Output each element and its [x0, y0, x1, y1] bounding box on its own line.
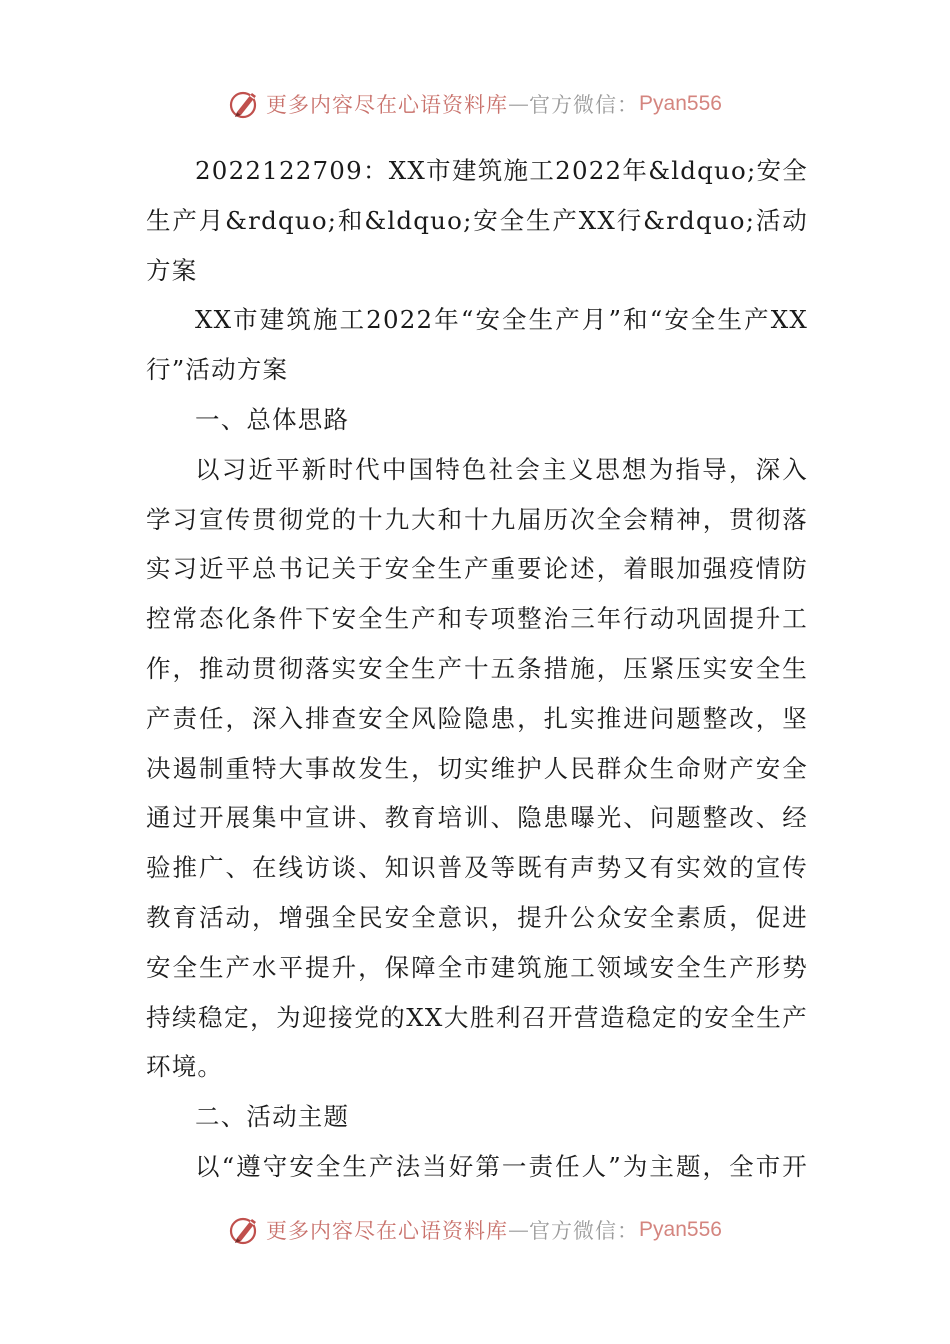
- footer-watermark-banner: [0, 1210, 950, 1250]
- banner-main-text: 更多内容尽在心语资料库: [266, 93, 509, 117]
- document-title-line: 2022122709：XX市建筑施工2022年&ldquo;安全生产月&rdquo;和&ldquo;安全生产XX行&rdquo;活动方案: [146, 156, 808, 285]
- section-paragraph-2: 以“遵守安全生产法当好第一责任人”为主题，全市开: [195, 1151, 808, 1181]
- document-subtitle: XX市建筑施工2022年“安全生产月”和“安全生产XX行”活动方案: [146, 305, 808, 385]
- banner-main-text: 更多内容尽在心语资料库: [266, 1219, 509, 1243]
- document-body: [146, 146, 808, 1196]
- header-watermark-banner: [0, 84, 950, 124]
- banner-dash: —: [508, 92, 530, 116]
- banner-official-label: 官方微信：: [529, 93, 640, 117]
- banner-dash: —: [508, 1218, 530, 1242]
- banner-wechat-id: Pyan556: [639, 92, 722, 115]
- section-heading-1: 一、总体思路: [195, 404, 350, 434]
- pen-logo-icon: [228, 87, 262, 121]
- section-heading-2: 二、活动主题: [195, 1102, 350, 1132]
- banner-official-label: 官方微信：: [529, 1219, 640, 1243]
- section-paragraph-1: 以习近平新时代中国特色社会主义思想为指导，深入学习宣传贯彻党的十九大和十九届历次全会精神，贯彻落实习近平总书记关于安全生产重要论述，着眼加强疫情防控常态化条件下安全生产和专项整治三年行动巩固提升工作，推动贯彻落实安全生产十五条措施，压紧压实安全生产责任，深入排查安全风险隐患，扎实推进问题整改，坚决遏制重特大事故发生，切实维护人民群众生命财产安全通过开展集中宣讲、教育培训、隐患曝光、问题整改、经验推广、在线访谈、知识普及等既有声势又有实效的宣传教育活动，增强全民安全意识，提升公众安全素质，促进安全生产水平提升，保障全市建筑施工领域安全生产形势持续稳定，为迎接党的XX大胜利召开营造稳定的安全生产环境。: [146, 454, 808, 1082]
- pen-logo-icon: [228, 1213, 262, 1247]
- banner-wechat-id: Pyan556: [639, 1218, 722, 1241]
